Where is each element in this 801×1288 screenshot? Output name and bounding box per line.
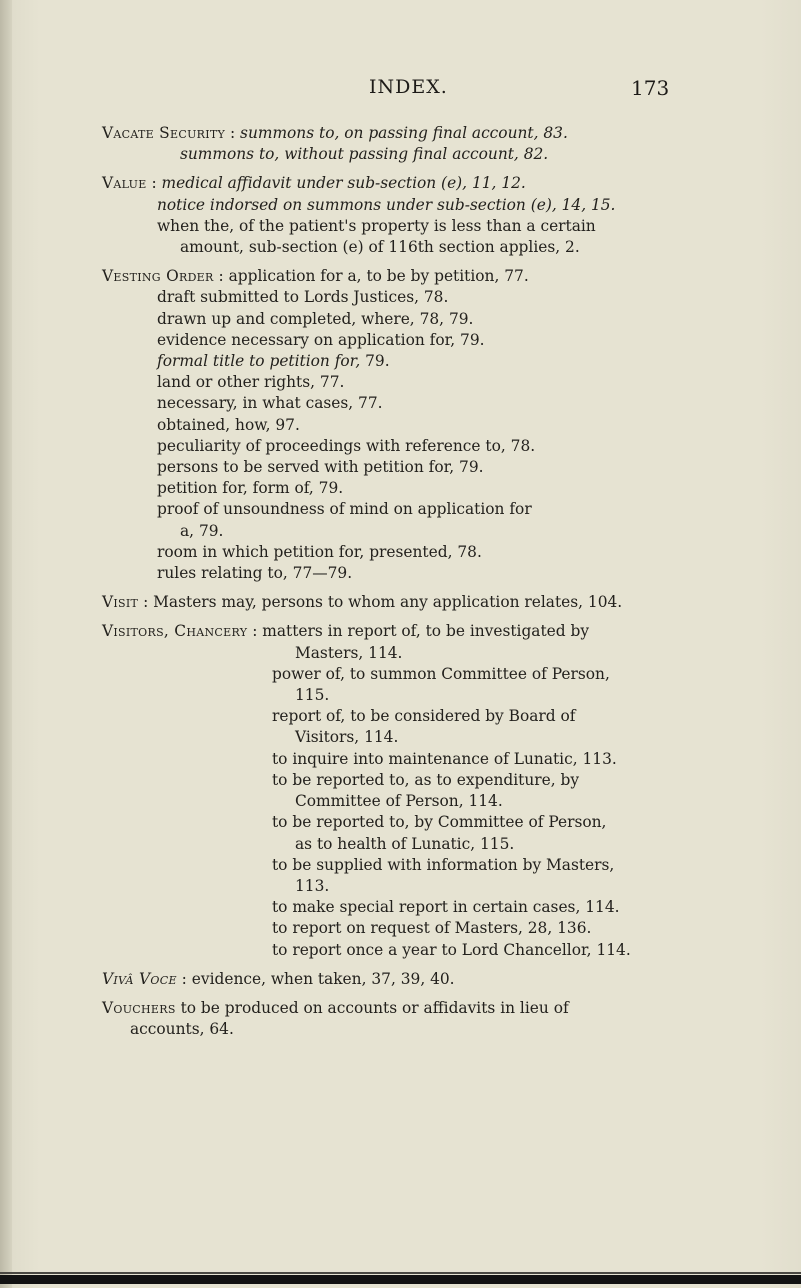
entry-line: medical affidavit under sub-section (e), 11, 12. xyxy=(161,174,526,193)
entry-line: as to health of Lunatic, 115. xyxy=(295,834,515,853)
page-header xyxy=(0,76,801,102)
entry-line: to be reported to, by Committee of Person, xyxy=(272,813,607,832)
index-entry-visit: Visit : Masters may, persons to whom any application relates, 104. xyxy=(102,593,623,612)
entry-line: 115. xyxy=(295,686,330,705)
entry-line: matters in report of, to be investigated by xyxy=(262,622,590,641)
entry-line: formal title to petition for, xyxy=(157,352,361,371)
entry-heading: Vacate Security xyxy=(102,124,226,142)
entry-line: application for a, to be by petition, 77. xyxy=(228,267,529,286)
entry-line: land or other rights, 77. xyxy=(157,373,345,392)
entry-line: notice indorsed on summons under sub-section (e), 14, 15. xyxy=(157,195,616,214)
index-entry-vacate-security: Vacate Security : summons to, on passing final account, 83. summons to, without passing final account, 82. xyxy=(102,124,568,164)
entry-line: Masters may, persons to whom any application relates, 104. xyxy=(153,593,623,612)
entry-line: evidence, when taken, 37, 39, 40. xyxy=(191,969,455,988)
entry-line: report of, to be considered by Board of xyxy=(272,707,576,726)
entry-line: 113. xyxy=(295,876,330,895)
entry-line: Committee of Person, 114. xyxy=(295,792,503,811)
entry-heading: Vesting Order xyxy=(102,267,214,286)
entry-line: room in which petition for, presented, 78. xyxy=(157,542,482,561)
entry-line: Masters, 114. xyxy=(295,643,403,662)
entry-line: when the, of the patient's property is less than a certain xyxy=(157,216,596,235)
entry-line: amount, sub-section (e) of 116th section applies, 2. xyxy=(180,238,580,257)
entry-line: Visitors, 114. xyxy=(295,728,399,747)
entry-line: to be produced on accounts or affidavits in lieu of xyxy=(180,998,569,1017)
entry-line: summons to, without passing final account, 82. xyxy=(180,145,549,164)
index-body xyxy=(102,123,762,1048)
index-entry-value: Value : medical affidavit under sub-section (e), 11, 12. notice indorsed on summons under sub-section (e), 14, 15. when the, of the patient's property is less than a certain amount, sub-section (e) of 116th section applies, 2. xyxy=(102,174,616,257)
entry-line: to report once a year to Lord Chancellor, 114. xyxy=(272,940,631,959)
index-entry-visitors-chancery: Visitors, Chancery : matters in report of, to be investigated by Masters, 114. power of, to summon Committee of Person, 115. report of, to be considered by Board of Visitors, 114. to inquire into maintenance of Lunatic, 113. to be reported to, as to expenditure, by Committee of Person, 114. to be reported to, by Committee of Person, as to health of Lunatic, 115. to be supplied with information by Masters, 113. to make special report in certain cases, 114. to report on request of Masters, 28, 136. to report once a year to Lord Chancellor, 114. xyxy=(102,622,631,959)
page-number: 173 xyxy=(631,76,670,100)
entry-line: accounts, 64. xyxy=(130,1020,234,1039)
running-head: INDEX. xyxy=(369,76,448,98)
entry-heading: Visit xyxy=(102,593,139,612)
entry-line: obtained, how, 97. xyxy=(157,415,300,434)
entry-line: power of, to summon Committee of Person, xyxy=(272,664,610,683)
entry-line: peculiarity of proceedings with reference to, 78. xyxy=(157,436,536,455)
entry-heading: Vivâ Voce xyxy=(102,969,177,988)
entry-line: persons to be served with petition for, 79. xyxy=(157,458,484,477)
index-entry-vouchers xyxy=(102,998,762,1040)
bottom-edge-bar xyxy=(0,1275,801,1284)
index-entry-viva-voce: Vivâ Voce : evidence, when taken, 37, 39, 40. xyxy=(102,969,455,988)
entry-line: evidence necessary on application for, 79. xyxy=(157,330,485,349)
entry-line: draft submitted to Lords Justices, 78. xyxy=(157,288,449,307)
entry-heading: Vouchers xyxy=(102,998,176,1017)
bottom-edge-line xyxy=(0,1272,801,1274)
entry-line: to be supplied with information by Masters, xyxy=(272,855,615,874)
index-entry-vesting-order: Vesting Order : application for a, to be by petition, 77. draft submitted to Lords Justices, 78. drawn up and completed, where, 78, 79. evidence necessary on application for, 79. formal title to petition for, 79. land or other rights, 77. necessary, in what cases, 77. obtained, how, 97. peculiarity of proceedings with reference to, 78. persons to be served with petition for, 79. petition for, form of, 79. proof of unsoundness of mind on application for a, 79. room in which petition for, presented, 78. rules relating to, 77—79. xyxy=(102,267,536,583)
page-gutter-shadow xyxy=(0,0,12,1288)
entry-line: a, 79. xyxy=(180,521,224,540)
entry-line: summons to, on passing final account, 83. xyxy=(240,124,568,142)
entry-line: petition for, form of, 79. xyxy=(157,479,344,498)
entry-line: necessary, in what cases, 77. xyxy=(157,394,383,413)
entry-line: to make special report in certain cases, 114. xyxy=(272,898,620,917)
entry-line: to inquire into maintenance of Lunatic, 113. xyxy=(272,749,617,768)
entry-heading: Value xyxy=(102,174,147,193)
entry-heading: Visitors, Chancery xyxy=(102,622,248,641)
entry-line: to be reported to, as to expenditure, by xyxy=(272,770,580,789)
entry-line: to report on request of Masters, 28, 136. xyxy=(272,919,592,938)
entry-line: rules relating to, 77—79. xyxy=(157,564,353,583)
entry-line: drawn up and completed, where, 78, 79. xyxy=(157,309,474,328)
entry-line: proof of unsoundness of mind on application for xyxy=(157,500,532,519)
